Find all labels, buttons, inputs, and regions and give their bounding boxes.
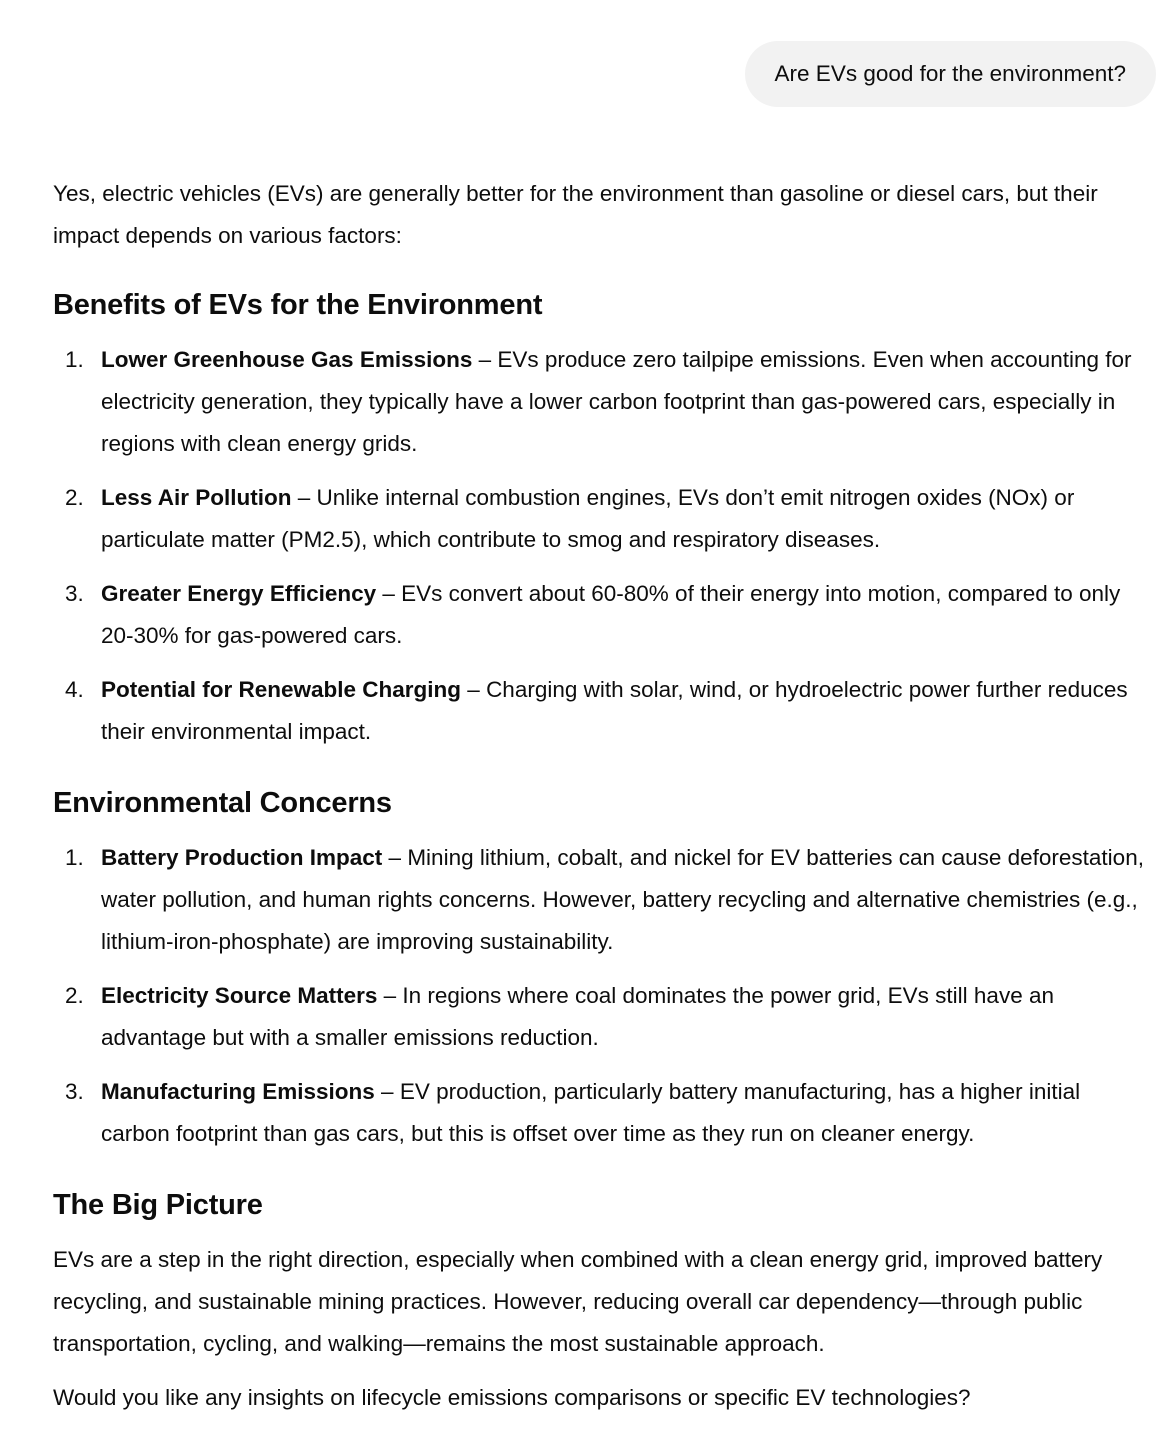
section-heading-benefits: Benefits of EVs for the Environment [53,289,543,321]
list-item-text: – Unlike internal combustion engines, EVs don’t emit nitrogen oxides (NOx) or particulate matter (PM2.5), which contribute to smog and respiratory diseases. [101,485,1075,552]
list-item-text: – EV production, particularly battery manufacturing, has a higher initial carbon footprint than gas cars, but this is offset over time as they run on cleaner energy. [101,1079,1081,1146]
big-picture-paragraph: EVs are a step in the right direction, especially when combined with a clean energy grid, improved battery recycling, and sustainable mining practices. However, reducing overall car dependency—through public transportation, cycling, and walking—remains the most sustainable approach. [53,1247,1103,1356]
list-number: 3. [65,1079,84,1104]
list-item [53,975,1148,1059]
user-message-bubble [745,41,1156,107]
list-item [53,1071,1148,1155]
list-number: 1. [65,845,84,870]
section-heading-concerns: Environmental Concerns [53,787,392,819]
list-item [53,573,1148,657]
list-item-term: Greater Energy Efficiency [101,581,377,606]
list-item [53,477,1148,561]
concerns-list [53,837,1148,1155]
list-item-term: Less Air Pollution [101,485,292,510]
closing-question: Would you like any insights on lifecycle emissions comparisons or specific EV technologies? [53,1385,971,1410]
list-number: 2. [65,983,84,1008]
list-number: 1. [65,347,84,372]
list-number: 3. [65,581,84,606]
user-message-text: Are EVs good for the environment? [774,60,1126,86]
list-item-text: – EVs produce zero tailpipe emissions. Even when accounting for electricity generation, they typically have a lower carbon footprint than gas-powered cars, especially in regions with clean energy grids. [101,347,1132,456]
list-number: 2. [65,485,84,510]
assistant-response [53,173,1148,1431]
section-heading-big-picture: The Big Picture [53,1189,263,1221]
list-item [53,837,1148,963]
list-item-term: Electricity Source Matters [101,983,378,1008]
list-item-term: Lower Greenhouse Gas Emissions [101,347,473,372]
list-item-text: – In regions where coal dominates the power grid, EVs still have an advantage but with a smaller emissions reduction. [101,983,1054,1050]
list-item-text: – Charging with solar, wind, or hydroelectric power further reduces their environmental impact. [101,677,1128,744]
list-item-term: Potential for Renewable Charging [101,677,462,702]
list-item-term: Manufacturing Emissions [101,1079,375,1104]
list-item [53,339,1148,465]
list-item-text: – Mining lithium, cobalt, and nickel for EV batteries can cause deforestation, water pollution, and human rights concerns. However, battery recycling and alternative chemistries (e.g., lithium-iron-phosphate) are improving sustainability. [101,845,1144,954]
list-item [53,669,1148,753]
response-intro: Yes, electric vehicles (EVs) are generally better for the environment than gasoline or diesel cars, but their impact depends on various factors: [53,181,1098,248]
list-number: 4. [65,677,84,702]
list-item-term: Battery Production Impact [101,845,383,870]
benefits-list [53,339,1148,753]
list-item-text: – EVs convert about 60-80% of their energy into motion, compared to only 20-30% for gas-powered cars. [101,581,1121,648]
